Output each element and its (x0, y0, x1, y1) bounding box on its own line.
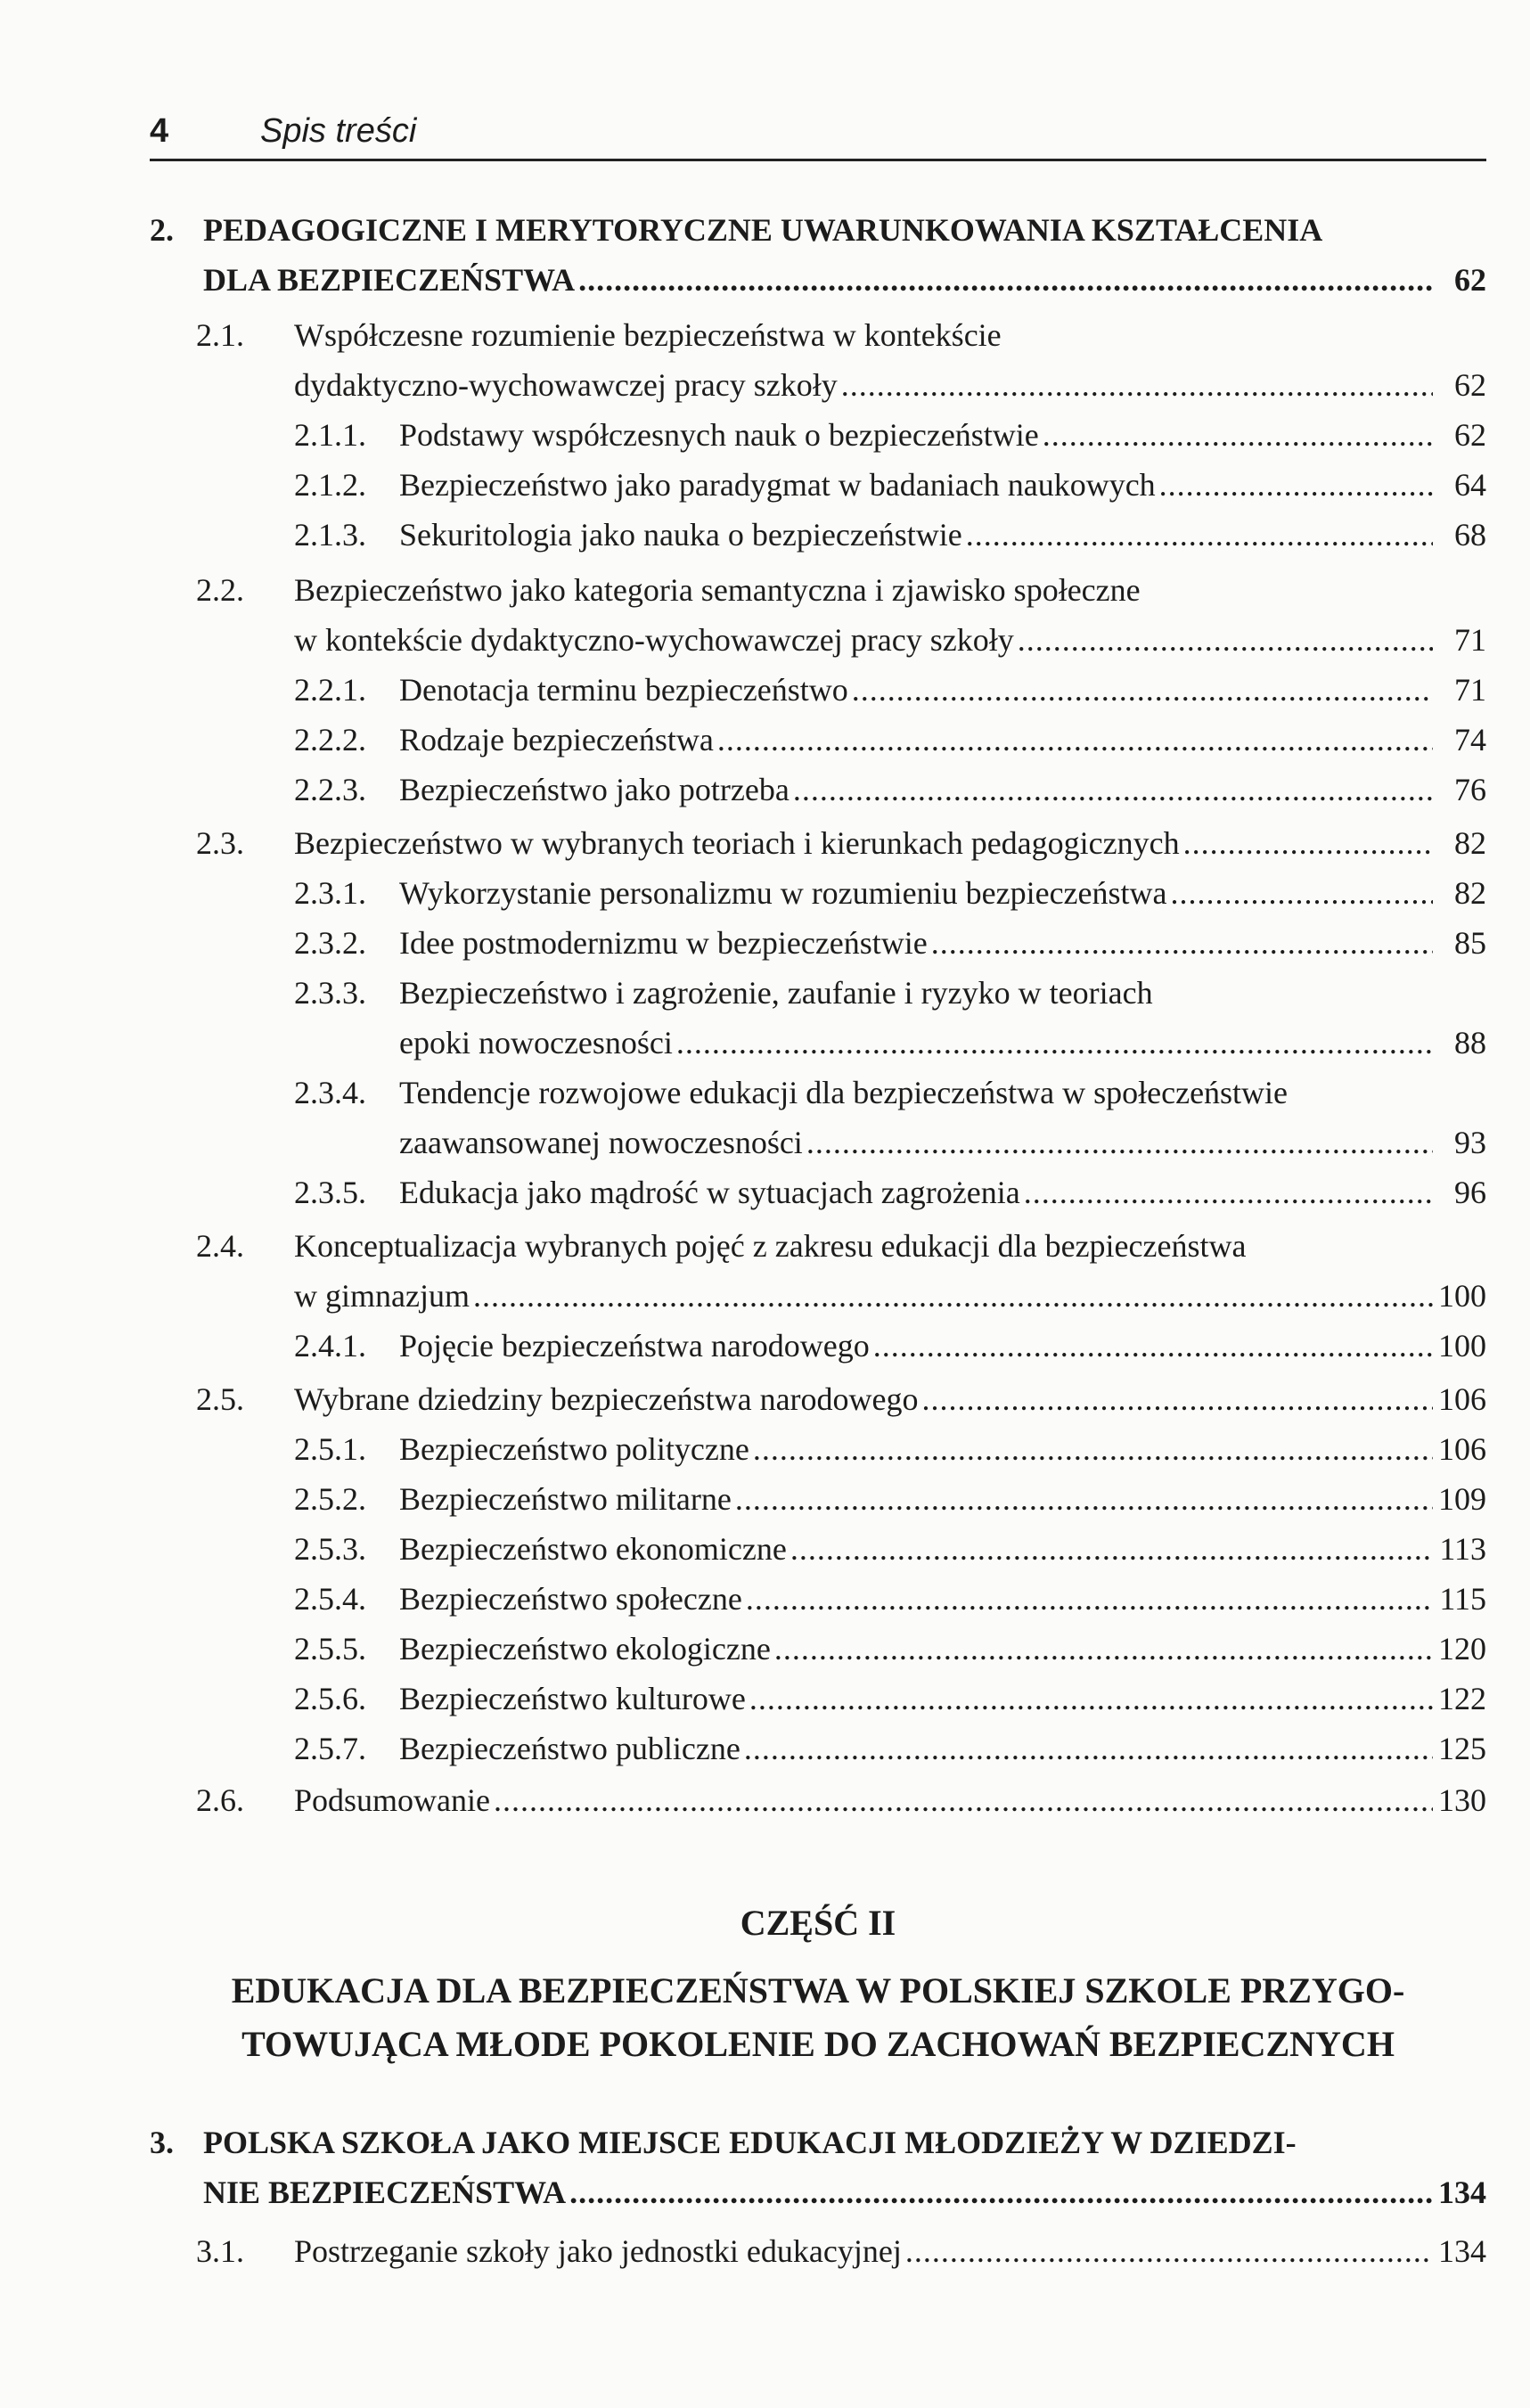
toc-leader (746, 1574, 1433, 1624)
toc-entry-2-5-7 (294, 1724, 1486, 1773)
toc-number: 3. (150, 2125, 174, 2160)
toc-title: Konceptualizacja wybranych pojęć z zakresu edukacji dla bezpieczeństwa (294, 1228, 1247, 1264)
toc-page-number: 85 (1454, 925, 1486, 961)
toc-leader (841, 360, 1433, 410)
toc-entry-2-1-2 (294, 460, 1486, 510)
toc-title: Postrzeganie szkoły jako jednostki edukacyjnej (294, 2233, 902, 2269)
toc-title: Bezpieczeństwo i zagrożenie, zaufanie i ryzyko w teoriach (399, 975, 1153, 1011)
toc-entry-2-3-4-line2 (399, 1118, 1486, 1167)
toc-page-number: 64 (1454, 467, 1486, 503)
toc-title: epoki nowoczesności (399, 1025, 673, 1061)
toc-entry-2-6 (196, 1775, 1486, 1825)
header-rule (150, 159, 1486, 161)
toc-page-number: 100 (1438, 1328, 1486, 1364)
toc-page-number: 88 (1454, 1025, 1486, 1061)
toc-title: Bezpieczeństwo ekologiczne (399, 1631, 771, 1667)
toc-leader (1171, 868, 1433, 918)
toc-page-number: 115 (1439, 1581, 1486, 1617)
toc-entry-2-1-1 (294, 410, 1486, 460)
toc-entry-2-2-3 (294, 765, 1486, 815)
toc-leader (931, 918, 1433, 968)
toc-leader (806, 1118, 1433, 1167)
toc-number: 2.5.2. (294, 1481, 366, 1517)
toc-entry-2-3-4-line1 (294, 1068, 1486, 1118)
toc-page-number: 71 (1454, 622, 1486, 658)
part-heading (150, 1896, 1486, 2066)
toc-page-number: 82 (1454, 875, 1486, 911)
toc-number: 2.2.1. (294, 672, 366, 708)
toc-title: Idee postmodernizmu w bezpieczeństwie (399, 925, 928, 961)
toc-title: DLA BEZPIECZEŃSTWA (203, 262, 576, 298)
toc-entry-2-5-2 (294, 1474, 1486, 1524)
toc-page-number: 62 (1454, 367, 1486, 403)
toc-entry-2-5 (196, 1374, 1486, 1424)
toc-page-number: 106 (1438, 1381, 1486, 1417)
toc-number: 2.2.3. (294, 772, 366, 807)
toc-title: Wykorzystanie personalizmu w rozumieniu bezpieczeństwa (399, 875, 1167, 911)
toc-page-number: 76 (1454, 772, 1486, 807)
toc-entry-2-1-3 (294, 510, 1486, 560)
toc-number: 2.1.3. (294, 517, 366, 553)
toc-title: Tendencje rozwojowe edukacji dla bezpieczeństwa w społeczeństwie (399, 1075, 1289, 1110)
toc-title: Podstawy współczesnych nauk o bezpieczeństwie (399, 417, 1039, 453)
toc-leader (793, 765, 1433, 815)
toc-leader (744, 1724, 1433, 1773)
toc-leader (717, 715, 1433, 765)
toc-number: 2.3.3. (294, 975, 366, 1011)
toc-leader (774, 1624, 1433, 1674)
toc-entry-2-5-6 (294, 1674, 1486, 1724)
toc-leader (790, 1524, 1433, 1574)
toc-leader (473, 1271, 1433, 1321)
part-title-line2: TOWUJĄCA MŁODE POKOLENIE DO ZACHOWAŃ BEZPIECZNYCH (241, 2024, 1395, 2064)
toc-entry-2-5-4 (294, 1574, 1486, 1624)
toc-entry-2-3-3-line2 (399, 1018, 1486, 1068)
toc-title: zaawansowanej nowoczesności (399, 1125, 803, 1160)
toc-number: 2.5.5. (294, 1631, 366, 1667)
toc-number: 2.3.5. (294, 1175, 366, 1210)
toc-chapter-3-line1 (150, 2117, 1486, 2167)
toc-title: Współczesne rozumienie bezpieczeństwa w kontekście (294, 317, 1002, 353)
toc-page-number: 74 (1454, 722, 1486, 758)
toc-title: Bezpieczeństwo publiczne (399, 1731, 740, 1766)
toc-page-number: 122 (1438, 1681, 1486, 1716)
toc-number: 2.2. (196, 572, 244, 608)
toc-page-number: 62 (1454, 262, 1486, 298)
toc-entry-2-2-1 (294, 665, 1486, 715)
toc-page-number: 68 (1454, 517, 1486, 553)
toc-entry-2-3 (196, 818, 1486, 868)
toc-number: 3.1. (196, 2233, 244, 2269)
toc-leader (749, 1674, 1433, 1724)
toc-entry-2-4-1 (294, 1321, 1486, 1371)
toc-page-number: 109 (1438, 1481, 1486, 1517)
toc-page-number: 100 (1438, 1278, 1486, 1314)
toc-entry-2-5-1 (294, 1424, 1486, 1474)
toc-page-number: 106 (1438, 1431, 1486, 1467)
toc-entry-2-5-5 (294, 1624, 1486, 1674)
toc-title: Bezpieczeństwo jako potrzeba (399, 772, 790, 807)
toc-number: 2.5.7. (294, 1731, 366, 1766)
toc-number: 2.3. (196, 825, 244, 861)
toc-number: 2.6. (196, 1782, 244, 1818)
toc-leader (1018, 615, 1433, 665)
toc-leader (1024, 1167, 1433, 1217)
toc-leader (922, 1374, 1433, 1424)
toc-title: Denotacja terminu bezpieczeństwo (399, 672, 848, 708)
toc-entry-2-3-5 (294, 1167, 1486, 1217)
toc-leader (569, 2167, 1433, 2217)
toc-leader (852, 665, 1433, 715)
running-title: Spis treści (260, 112, 417, 150)
toc-title: w gimnazjum (294, 1278, 470, 1314)
toc-page-number: 134 (1438, 2233, 1486, 2269)
toc-page-number: 113 (1439, 1531, 1486, 1567)
toc-title: PEDAGOGICZNE I MERYTORYCZNE UWARUNKOWANIA KSZTAŁCENIA (203, 212, 1323, 248)
toc-title: Bezpieczeństwo militarne (399, 1481, 732, 1517)
toc-page-number: 82 (1454, 825, 1486, 861)
toc-number: 2.4. (196, 1228, 244, 1264)
toc-leader (676, 1018, 1433, 1068)
toc-entry-2-5-3 (294, 1524, 1486, 1574)
toc-number: 2.5. (196, 1381, 244, 1417)
toc-page-number: 120 (1438, 1631, 1486, 1667)
toc-title: dydaktyczno-wychowawczej pracy szkoły (294, 367, 838, 403)
toc-title: Bezpieczeństwo w wybranych teoriach i kierunkach pedagogicznych (294, 825, 1180, 861)
toc-leader (1043, 410, 1433, 460)
toc-entry-2-2-line2 (294, 615, 1486, 665)
part-title-line1: EDUKACJA DLA BEZPIECZEŃSTWA W POLSKIEJ SZKOLE PRZYGO- (231, 1970, 1405, 2011)
toc-page-number: 62 (1454, 417, 1486, 453)
toc-title: w kontekście dydaktyczno-wychowawczej pracy szkoły (294, 622, 1014, 658)
toc-title: Bezpieczeństwo kulturowe (399, 1681, 746, 1716)
part-label: CZĘŚĆ II (740, 1903, 896, 1943)
toc-page-number: 96 (1454, 1175, 1486, 1210)
toc-page-number: 125 (1438, 1731, 1486, 1766)
toc-number: 2.2.2. (294, 722, 366, 758)
toc-number: 2.5.3. (294, 1531, 366, 1567)
page-header (150, 105, 1477, 162)
toc-title: Bezpieczeństwo społeczne (399, 1581, 742, 1617)
toc-title: Podsumowanie (294, 1782, 490, 1818)
toc-entry-2-1-line1 (196, 310, 1486, 360)
toc-leader (494, 1775, 1433, 1825)
toc-title: Rodzaje bezpieczeństwa (399, 722, 714, 758)
toc-page-number: 134 (1438, 2175, 1486, 2210)
toc-title: Wybrane dziedziny bezpieczeństwa narodowego (294, 1381, 919, 1417)
toc-title: Bezpieczeństwo polityczne (399, 1431, 749, 1467)
toc-entry-2-3-1 (294, 868, 1486, 918)
toc-leader (1183, 818, 1433, 868)
toc-number: 2.1. (196, 317, 244, 353)
toc-entry-3-1 (196, 2226, 1486, 2276)
toc-number: 2.1.2. (294, 467, 366, 503)
toc-title: Bezpieczeństwo jako paradygmat w badaniach naukowych (399, 467, 1156, 503)
toc-entry-2-3-2 (294, 918, 1486, 968)
toc-leader (578, 255, 1433, 305)
toc-leader (1159, 460, 1433, 510)
toc-chapter-3-line2 (203, 2167, 1486, 2217)
toc-number: 2.3.4. (294, 1075, 366, 1110)
toc-leader (873, 1321, 1433, 1371)
toc-entry-2-1-line2 (294, 360, 1486, 410)
toc-number: 2. (150, 212, 174, 248)
toc-title: Bezpieczeństwo ekonomiczne (399, 1531, 787, 1567)
toc-page-number: 130 (1438, 1782, 1486, 1818)
toc-leader (753, 1424, 1433, 1474)
toc-number: 2.4.1. (294, 1328, 366, 1364)
toc-number: 2.3.2. (294, 925, 366, 961)
toc-title: Bezpieczeństwo jako kategoria semantyczna i zjawisko społeczne (294, 572, 1141, 608)
toc-leader (735, 1474, 1433, 1524)
toc-entry-2-3-3-line1 (294, 968, 1486, 1018)
toc-number: 2.5.4. (294, 1581, 366, 1617)
toc-title: NIE BEZPIECZEŃSTWA (203, 2175, 567, 2210)
toc-title: Edukacja jako mądrość w sytuacjach zagrożenia (399, 1175, 1020, 1210)
toc-entry-2-2-line1 (196, 565, 1486, 615)
toc-number: 2.5.6. (294, 1681, 366, 1716)
toc-page-number: 93 (1454, 1125, 1486, 1160)
toc-leader (905, 2226, 1433, 2276)
toc-title: Sekuritologia jako nauka o bezpieczeństwie (399, 517, 962, 553)
toc-title: POLSKA SZKOŁA JAKO MIEJSCE EDUKACJI MŁODZIEŻY W DZIEDZI- (203, 2125, 1297, 2160)
toc-entry-2-4-line1 (196, 1221, 1486, 1271)
toc-number: 2.1.1. (294, 417, 366, 453)
toc-leader (966, 510, 1433, 560)
toc-title: Pojęcie bezpieczeństwa narodowego (399, 1328, 870, 1364)
toc-entry-2-4-line2 (294, 1271, 1486, 1321)
toc-page-number: 71 (1454, 672, 1486, 708)
toc-chapter-2-line2 (203, 255, 1486, 305)
toc-entry-2-2-2 (294, 715, 1486, 765)
toc-number: 2.5.1. (294, 1431, 366, 1467)
page-number: 4 (150, 112, 169, 150)
toc-chapter-2-line1 (150, 205, 1486, 255)
toc-number: 2.3.1. (294, 875, 366, 911)
